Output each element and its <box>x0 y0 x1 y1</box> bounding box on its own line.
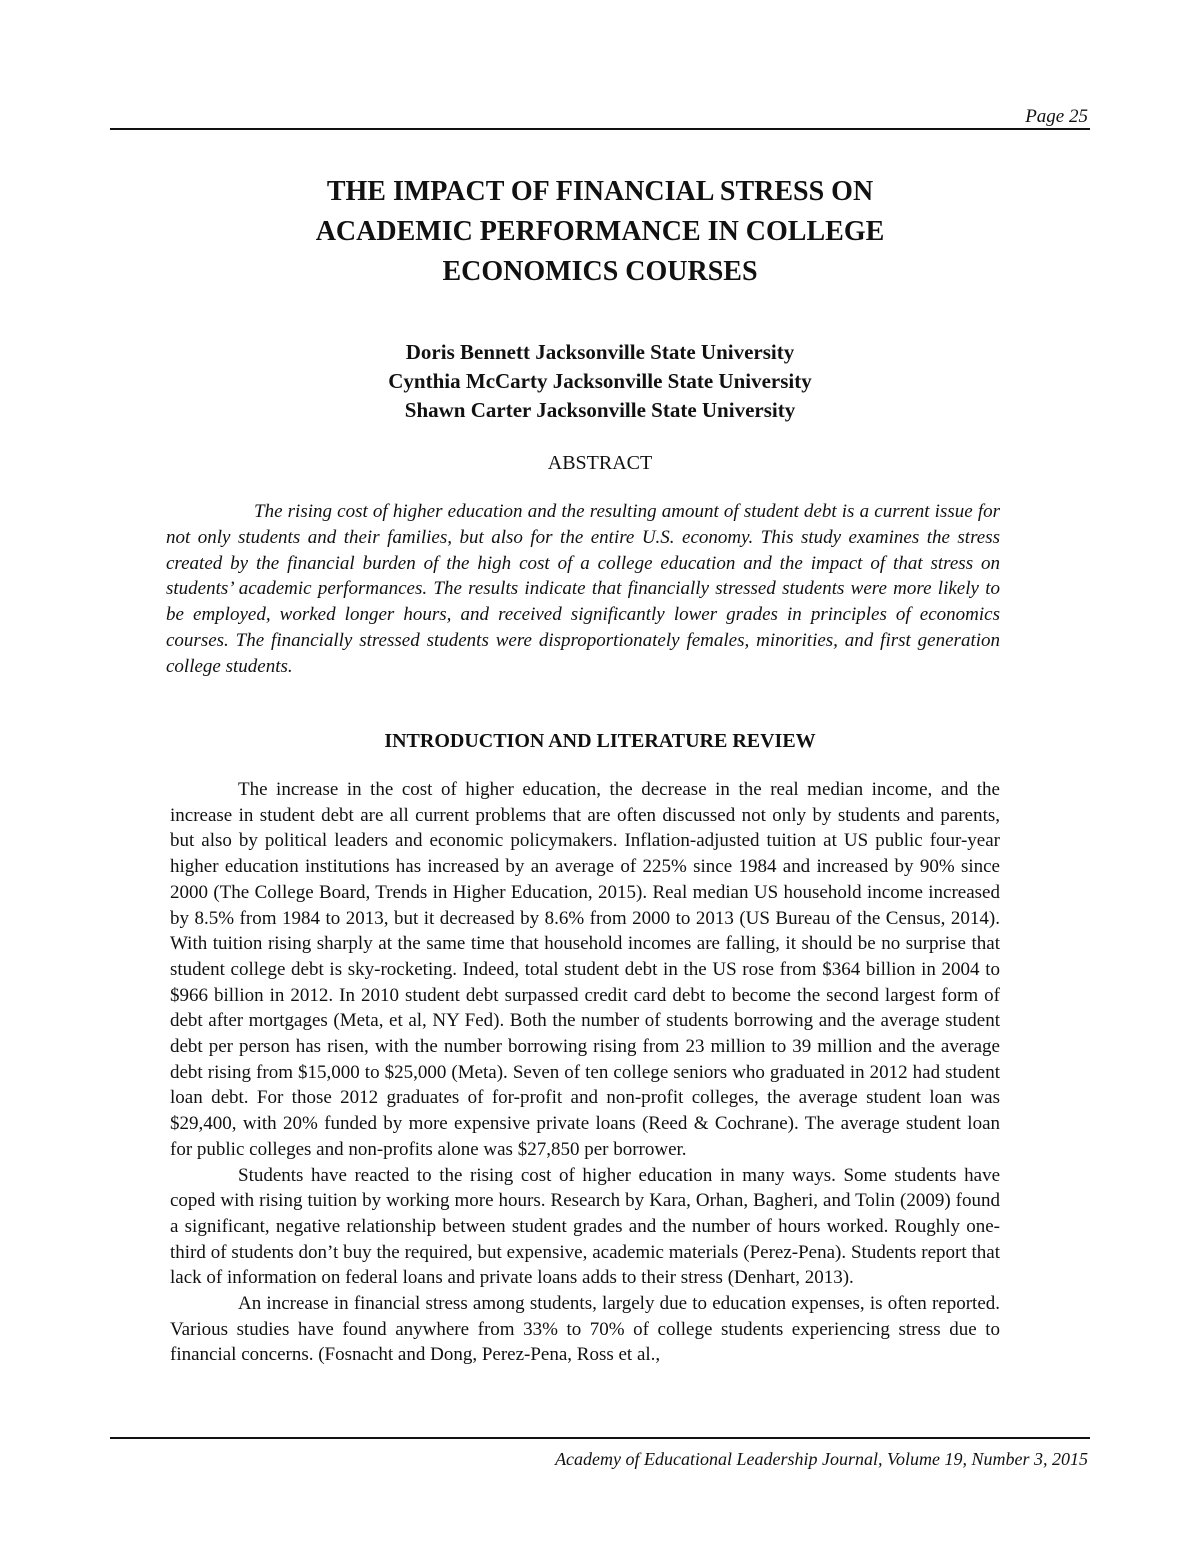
abstract-text: The rising cost of higher education and the resulting amount of student debt is a current issue for not only students and their families, but also for the entire U.S. economy. This study examines the stress created by the financial burden of the high cost of a college education and the impact of that stress on students’ academic performances. The results indicate that financially stressed students were more likely to be employed, worked longer hours, and received significantly lower grades in principles of economics courses. The financially stressed students were disproportionately females, minorities, and first generation college students. <box>166 501 1000 677</box>
footer-rule <box>110 1437 1090 1439</box>
body-paragraph: The increase in the cost of higher education, the decrease in the real median income, and the increase in student debt are all current problems that are often discussed not only by students and parents, but also by political leaders and economic policymakers. Inflation-adjusted tuition at US public four-year higher education institutions has increased by an average of 225% since 1984 and increased by 90% since 2000 (The College Board, Trends in Higher Education, 2015). Real median US household income increased by 8.5% from 1984 to 2013, but it decreased by 8.6% from 2000 to 2013 (US Bureau of the Census, 2014). With tuition rising sharply at the same time that household incomes are falling, it should be no surprise that student college debt is sky-rocketing. Indeed, total student debt in the US rose from $364 billion in 2004 to $966 billion in 2012. In 2010 student debt surpassed credit card debt to become the second largest form of debt after mortgages (Meta, et al, NY Fed). Both the number of students borrowing and the average student debt per person has risen, with the number borrowing rising from 23 million to 39 million and the average debt rising from $15,000 to $25,000 (Meta). Seven of ten college seniors who graduated in 2012 had student loan debt. For those 2012 graduates of for-profit and non-profit colleges, the average student loan was $29,400, with 20% funded by more expensive private loans (Reed & Cochrane). The average student loan for public colleges and non-profits alone was $27,850 per borrower. <box>170 779 1000 1160</box>
author-list <box>110 338 1090 425</box>
author-entry: Doris Bennett Jacksonville State University <box>405 340 795 364</box>
paper-title <box>110 172 1090 292</box>
introduction-heading: INTRODUCTION AND LITERATURE REVIEW <box>384 730 816 752</box>
header-rule <box>110 128 1090 130</box>
body-paragraph: Students have reacted to the rising cost of higher education in many ways. Some students have coped with rising tuition by working more hours. Research by Kara, Orhan, Bagheri, and Tolin (2009) found a significant, negative relationship between student grades and the number of hours worked. Roughly one-third of students don’t buy the required, but expensive, academic materials (Perez-Pena). Students report that lack of information on federal loans and private loans adds to their stress (Denhart, 2013). <box>170 1164 1000 1289</box>
title-line: ECONOMICS COURSES <box>442 256 758 287</box>
title-line: THE IMPACT OF FINANCIAL STRESS ON <box>326 176 874 207</box>
title-line: ACADEMIC PERFORMANCE IN COLLEGE <box>315 216 885 247</box>
journal-citation: Academy of Educational Leadership Journal, Volume 19, Number 3, 2015 <box>555 1449 1088 1469</box>
body-paragraph: An increase in financial stress among students, largely due to education expenses, is often reported. Various studies have found anywhere from 33% to 70% of college students experiencing stress due to financial concerns. (Fosnacht and Dong, Perez-Pena, Ross et al., <box>170 1293 1000 1366</box>
author-entry: Cynthia McCarty Jacksonville State University <box>388 369 812 393</box>
author-entry: Shawn Carter Jacksonville State University <box>404 398 796 422</box>
introduction-body <box>170 777 1000 1368</box>
abstract-heading: ABSTRACT <box>547 452 653 474</box>
page-number: Page 25 <box>1025 106 1088 127</box>
